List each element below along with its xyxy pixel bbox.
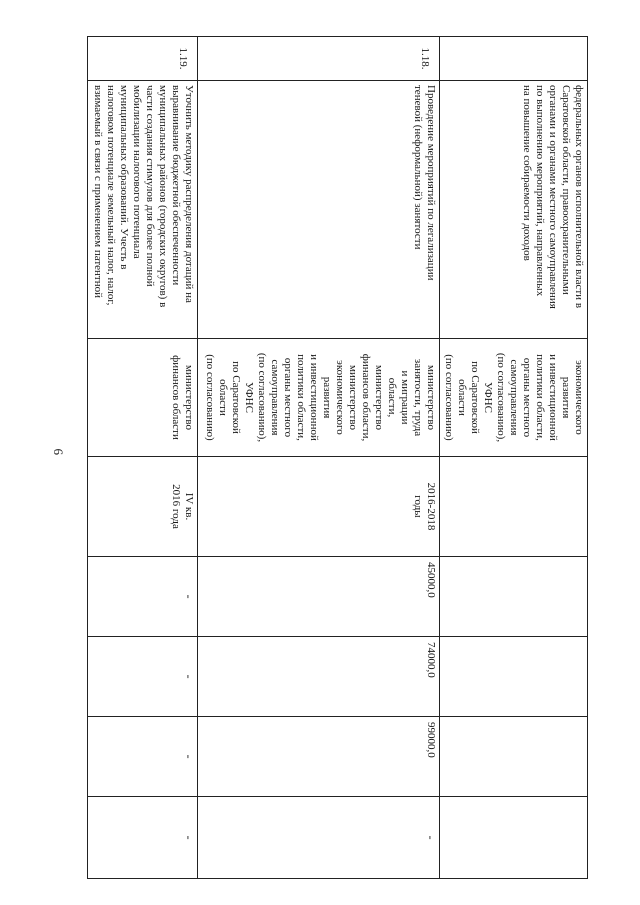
term-cell: [88, 457, 198, 557]
executor-text-line: министерство: [347, 364, 359, 430]
value-2018: -: [182, 754, 196, 759]
row-number-cell: [440, 37, 588, 81]
table-body: [88, 37, 588, 879]
measure-cell: [88, 81, 198, 339]
term-text-line: 2016-2018: [425, 482, 437, 531]
executor-text-line: органы местного: [282, 357, 294, 438]
value-2016: -: [182, 594, 196, 599]
row-number-cell: [198, 37, 440, 81]
value-2017-cell: [198, 637, 440, 717]
executor-text-line: по Саратовской: [230, 361, 242, 434]
table-stage: [94, 36, 588, 878]
row-number-cell: [88, 37, 198, 81]
executor-text-line: УФНС: [482, 382, 494, 413]
value-2018-cell: [198, 717, 440, 797]
executor-text-line: министерство: [373, 364, 385, 430]
measure-cell: [440, 81, 588, 339]
value-2016: 45000,0: [425, 562, 437, 598]
executor-text-line: политики области,: [295, 354, 307, 441]
measure-text-line: федеральных органов исполнительной власти в: [573, 85, 585, 309]
executor-text-line: экономического: [334, 360, 346, 435]
value-2017-cell: [88, 637, 198, 717]
measure-text-line: теневой (неформальной) занятости: [412, 85, 424, 250]
executor-text-line: развития: [321, 376, 333, 419]
value-2016-cell: [88, 557, 198, 637]
executor-text-line: и инвестиционной: [547, 354, 559, 441]
executor-text-line: области: [456, 379, 468, 416]
executor-text-line: политики области,: [534, 354, 546, 441]
measure-text-line: Саратовской области, правоохранительными: [560, 85, 572, 295]
executor-text-line: финансов области,: [360, 353, 372, 442]
table-row: [88, 37, 198, 879]
executor-text-line: министерство: [183, 364, 195, 430]
executor-cell: [198, 339, 440, 457]
value-2016-cell: [198, 557, 440, 637]
executor-text-line: (по согласованию),: [256, 352, 268, 443]
term-cell: [440, 457, 588, 557]
rotated-table-wrapper: [94, 36, 588, 878]
executor-text-line: самоуправления: [508, 359, 520, 436]
value-2017: 74000,0: [425, 642, 437, 678]
executor-cell: [440, 339, 588, 457]
measure-text-line: части создания стимулов для более полной: [144, 85, 156, 287]
executor-text-line: экономического: [573, 360, 585, 435]
row-number: 1.18.: [419, 47, 431, 70]
measure-text-line: выравнивание бюджетной обеспеченности: [170, 85, 182, 286]
measure-text-line: Проведение мероприятий по легализации: [425, 85, 437, 281]
value-2017: -: [182, 674, 196, 679]
executor-text-line: (по согласованию),: [495, 352, 507, 443]
executor-text-line: и инвестиционной: [308, 354, 320, 441]
term-text-line: IV кв.: [183, 492, 195, 521]
executor-text-line: области: [217, 379, 229, 416]
term-cell: [198, 457, 440, 557]
value-2016-cell: [440, 557, 588, 637]
executor-text-line: (по согласованию): [204, 354, 216, 441]
table-row: [198, 37, 440, 879]
executor-text-line: по Саратовской: [469, 361, 481, 434]
executor-text-line: развития: [560, 376, 572, 419]
executor-text-line: области,: [386, 377, 398, 418]
term-text-line: 2016 года: [170, 484, 182, 529]
measure-text-line: налоговом потенциале земельный налог, налог,: [105, 85, 117, 306]
executor-cell: [88, 339, 198, 457]
table-row: [440, 37, 588, 879]
measure-text-line: на повышение собираемости доходов: [521, 85, 533, 261]
value-2018-cell: [440, 717, 588, 797]
executor-text-line: самоуправления: [269, 359, 281, 436]
page-number: 6: [51, 448, 66, 456]
note-cell: [198, 797, 440, 879]
measure-text-line: муниципальных районов (городских округов) в: [157, 85, 169, 308]
note-cell: [88, 797, 198, 879]
value-2018-cell: [88, 717, 198, 797]
executor-text-line: (по согласованию): [443, 354, 455, 441]
term-text-line: годы: [412, 495, 424, 518]
measure-text-line: органами и органами местного самоуправления: [547, 85, 559, 309]
executor-text-line: УФНС: [243, 382, 255, 413]
measure-text-line: взимаемый в связи с применением патентной: [92, 85, 104, 299]
executor-text-line: министерство: [425, 364, 437, 430]
executor-text-line: занятости, труда: [412, 358, 424, 437]
measure-text-line: мобилизации налогового потенциала: [131, 85, 143, 259]
executor-text-line: и миграции: [399, 370, 411, 425]
value-2018: 99000,0: [425, 722, 437, 758]
row-number: 1.19.: [177, 47, 189, 70]
note-cell: [440, 797, 588, 879]
executor-text-line: финансов области: [170, 355, 182, 440]
note-value: -: [182, 835, 196, 840]
note-value: -: [424, 835, 438, 840]
measure-text-line: Уточнить методику распределения дотаций на: [183, 85, 195, 303]
measure-text-line: муниципальных образований. Учесть в: [118, 85, 130, 270]
measure-text-line: по выполнению мероприятий, направленных: [534, 85, 546, 297]
measure-cell: [198, 81, 440, 339]
executor-text-line: органы местного: [521, 357, 533, 438]
value-2017-cell: [440, 637, 588, 717]
measures-table: [87, 36, 588, 879]
